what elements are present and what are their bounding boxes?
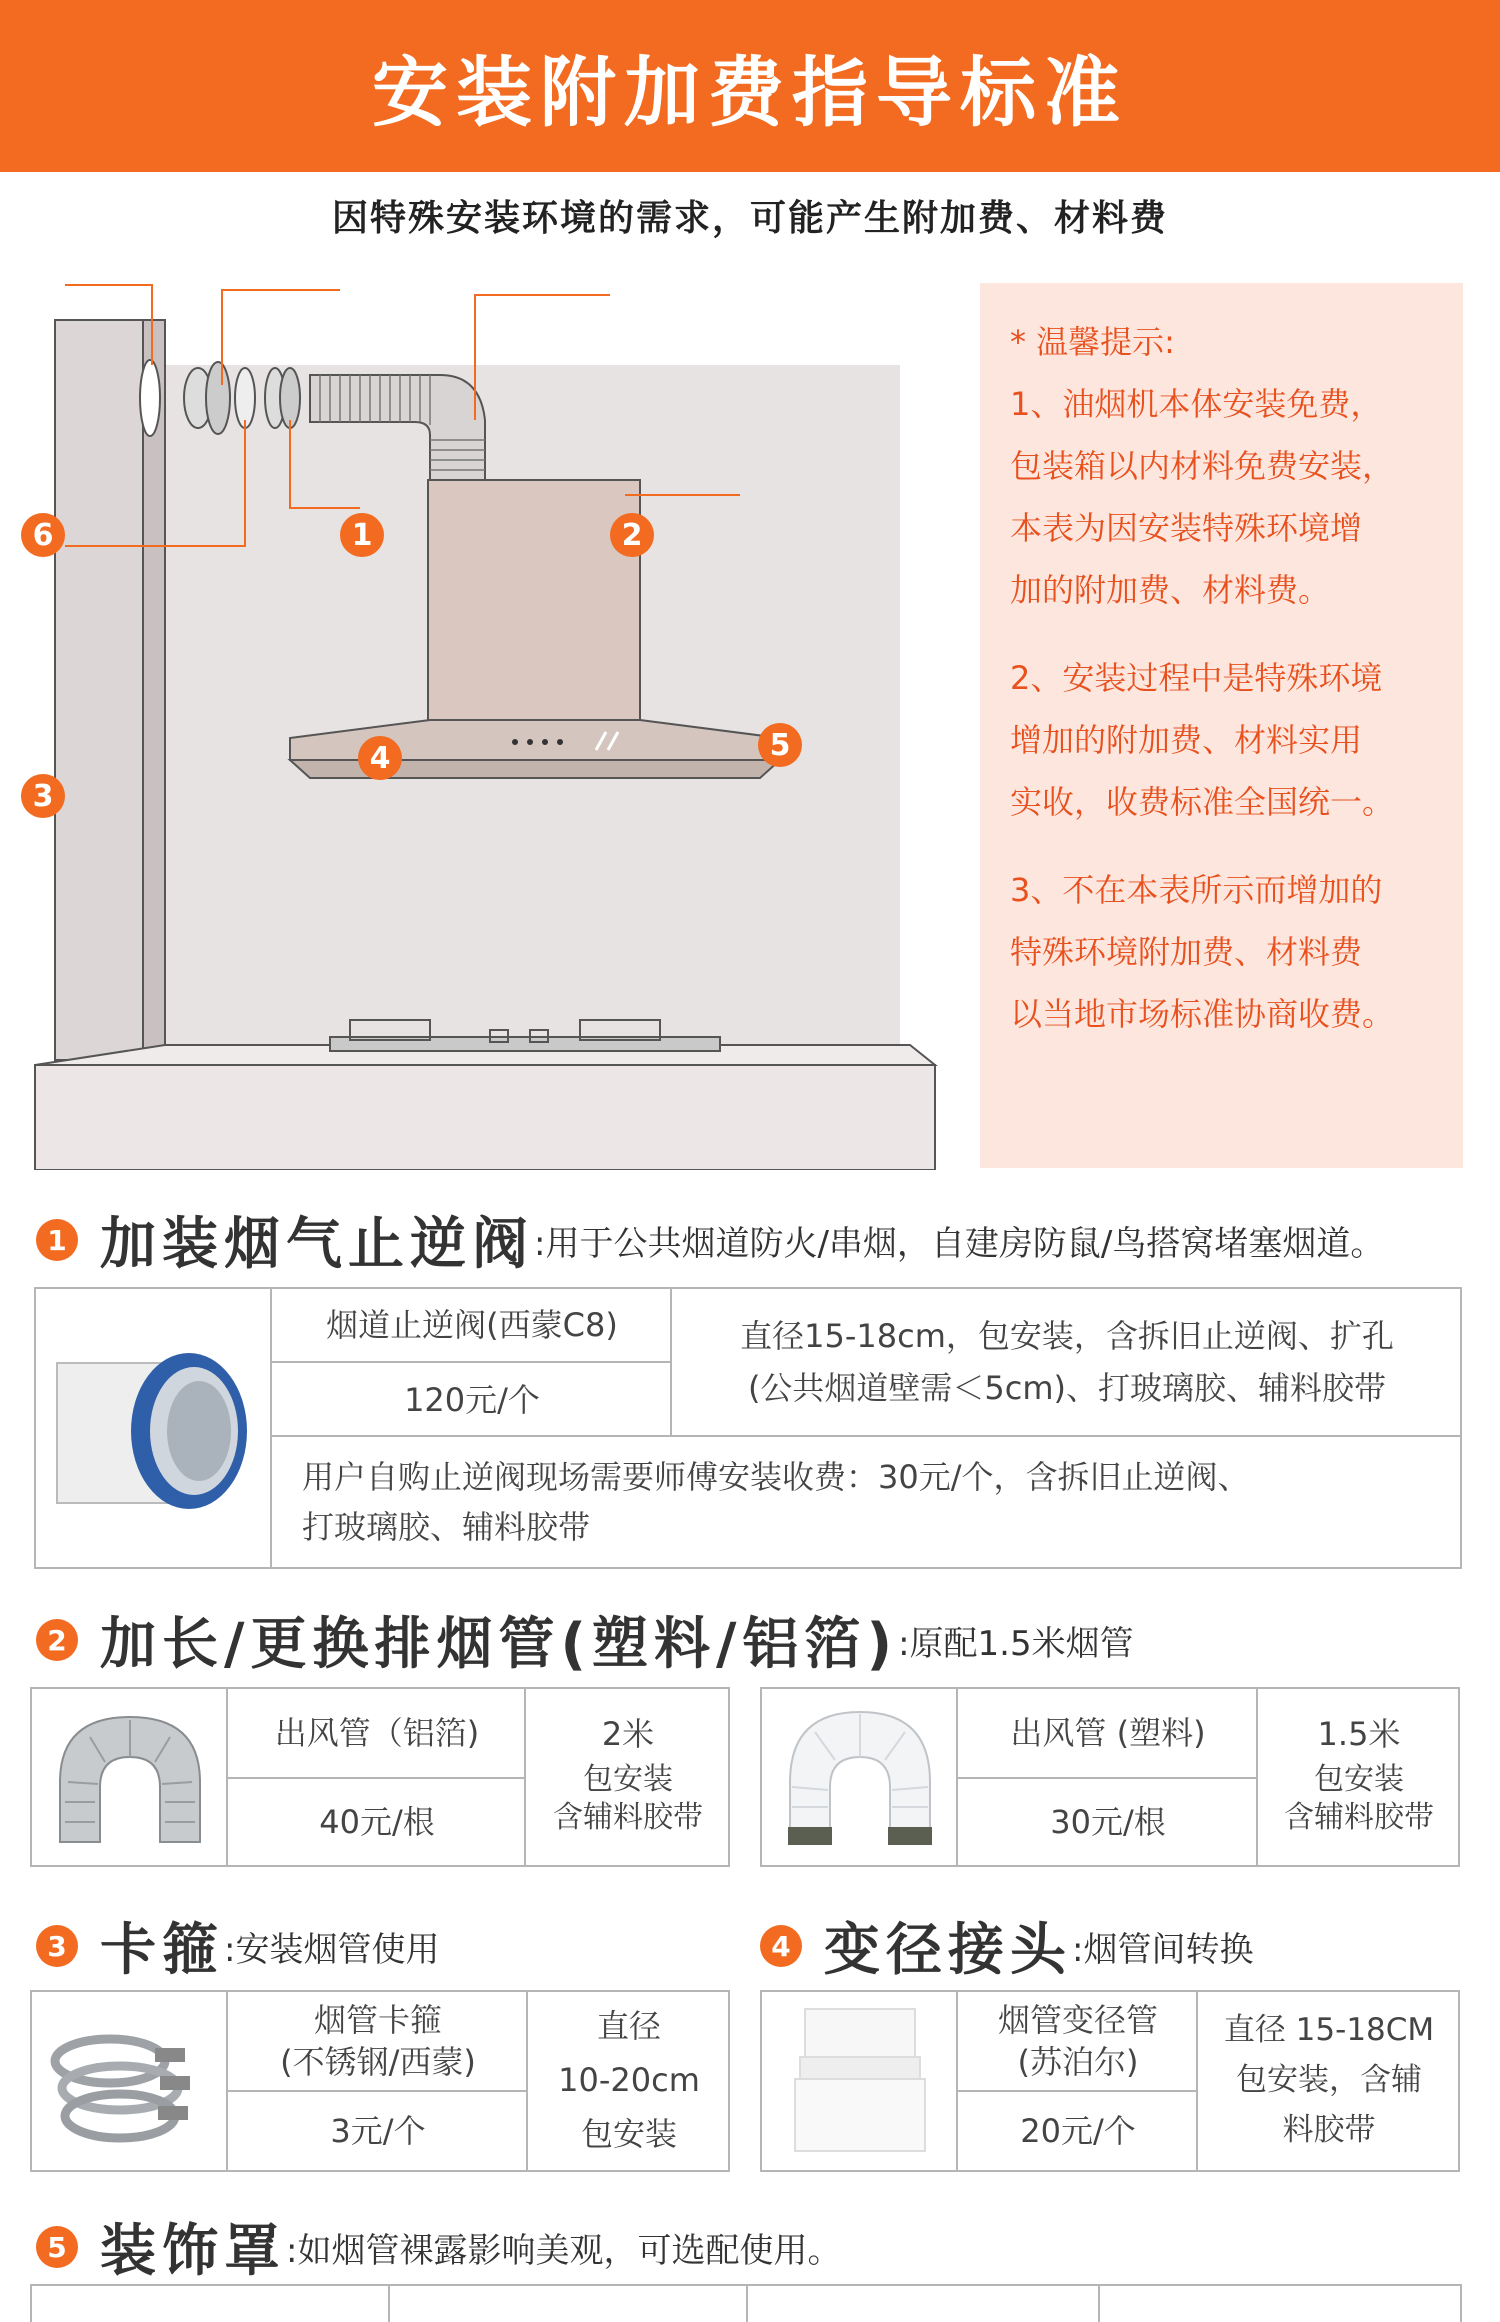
section4-product-line2: (苏泊尔) xyxy=(1017,2043,1139,2081)
section3-table xyxy=(30,1990,730,2172)
section4-product xyxy=(956,1990,1198,2092)
check-valve-image xyxy=(36,1289,272,1567)
section1-note-line2: 打玻璃胶、辅料胶带 xyxy=(302,1508,591,1546)
tip3-line1: 3、不在本表所示而增加的 xyxy=(1010,871,1383,909)
section1-spec xyxy=(670,1287,1462,1437)
section2-left-detail xyxy=(524,1687,730,1865)
callout-3: 3 xyxy=(21,774,65,818)
callout-1: 1 xyxy=(340,513,384,557)
reducer-joint-image xyxy=(762,1992,958,2170)
section5-divider-3 xyxy=(1098,2284,1100,2322)
pipe-clamp-image xyxy=(32,1992,228,2170)
section3-spec-line1: 直径 xyxy=(596,2007,661,2045)
section1-note xyxy=(270,1435,1462,1567)
section5-title: 装饰罩 xyxy=(100,2219,286,2284)
section2-left-note1: 包安装 xyxy=(583,1762,673,1797)
section1-price: 120元/个 xyxy=(270,1361,672,1437)
section2-table-right xyxy=(760,1687,1460,1867)
section3-product-line2: (不锈钢/西蒙) xyxy=(280,2043,476,2081)
section3-title: 卡箍 xyxy=(100,1918,224,1983)
section4-spec-line3: 料胶带 xyxy=(1282,2112,1376,2148)
section1-number: 1 xyxy=(36,1219,78,1261)
section4-desc: :烟管间转换 xyxy=(1072,1929,1254,1970)
section4-product-line1: 烟管变径管 xyxy=(997,2001,1158,2039)
callout-6: 6 xyxy=(21,513,65,557)
section4-heading xyxy=(760,1906,1253,1986)
section3-product-line1: 烟管卡箍 xyxy=(313,2001,442,2039)
section5-divider-1 xyxy=(388,2284,390,2322)
section5-table xyxy=(30,2284,1462,2322)
section1-product: 烟道止逆阀(西蒙C8) xyxy=(270,1287,672,1363)
section4-number: 4 xyxy=(760,1925,802,1967)
tip2-line1: 2、安装过程中是特殊环境 xyxy=(1010,659,1383,697)
section5-desc: :如烟管裸露影响美观，可选配使用。 xyxy=(286,2230,842,2271)
page-title: 安装附加费指导标准 xyxy=(372,47,1128,137)
section3-desc: :安装烟管使用 xyxy=(224,1929,440,1970)
section2-left-product: 出风管（铝箔) xyxy=(226,1687,526,1779)
tip3-line2: 特殊环境附加费、材料费 xyxy=(1010,933,1363,971)
section3-spec-line3: 包安装 xyxy=(580,2115,677,2153)
callout-2: 2 xyxy=(610,513,654,557)
section2-number: 2 xyxy=(36,1619,78,1661)
section4-title: 变径接头 xyxy=(824,1918,1072,1983)
section2-left-length: 2米 xyxy=(601,1715,655,1753)
section4-spec-line1: 直径 15-18CM xyxy=(1223,2012,1435,2048)
tip2-line3: 实收，收费标准全国统一。 xyxy=(1010,783,1395,821)
section2-right-product: 出风管 (塑料) xyxy=(956,1687,1258,1779)
section5-divider-2 xyxy=(746,2284,748,2322)
tip2-line2: 增加的附加费、材料实用 xyxy=(1010,721,1363,759)
section1-desc: :用于公共烟道防火/串烟，自建房防鼠/鸟搭窝堵塞烟道。 xyxy=(534,1223,1385,1264)
section1-spec-line2: (公共烟道壁需＜5cm)、打玻璃胶、辅料胶带 xyxy=(747,1369,1387,1407)
tips-heading: * 温馨提示: xyxy=(1010,323,1175,361)
section3-spec xyxy=(526,1990,730,2170)
section4-spec-line2: 包安装，含辅 xyxy=(1236,2062,1422,2098)
plastic-duct-image xyxy=(762,1689,958,1865)
section4-spec xyxy=(1196,1990,1460,2170)
section2-heading xyxy=(36,1600,1134,1680)
tip1-line2: 包装箱以内材料免费安装， xyxy=(1010,447,1395,485)
section1-title: 加装烟气止逆阀 xyxy=(100,1212,534,1277)
section3-product xyxy=(226,1990,528,2092)
section1-table xyxy=(34,1287,1462,1569)
section1-note-line1: 用户自购止逆阀现场需要师傅安装收费：30元/个，含拆旧止逆阀、 xyxy=(302,1458,1250,1496)
section2-left-price: 40元/根 xyxy=(226,1777,526,1865)
installation-diagram xyxy=(0,250,960,1170)
section5-heading xyxy=(36,2207,841,2287)
range-hood-illustration xyxy=(0,250,960,1170)
page-header xyxy=(0,0,1500,172)
section4-table xyxy=(760,1990,1460,2172)
section2-right-note1: 包安装 xyxy=(1314,1762,1404,1797)
tip1-line1: 1、油烟机本体安装免费， xyxy=(1010,385,1383,423)
section1-spec-line1: 直径15-18cm，包安装，含拆旧止逆阀、扩孔 xyxy=(740,1317,1394,1355)
section3-number: 3 xyxy=(36,1925,78,1967)
page-subtitle: 因特殊安装环境的需求，可能产生附加费、材料费 xyxy=(331,198,1168,239)
tip1-line4: 加的附加费、材料费。 xyxy=(1010,571,1331,609)
tip3-line3: 以当地市场标准协商收费。 xyxy=(1010,995,1395,1033)
section2-right-detail xyxy=(1256,1687,1460,1865)
section2-table-left xyxy=(30,1687,730,1867)
section5-number: 5 xyxy=(36,2226,78,2268)
section2-right-length: 1.5米 xyxy=(1317,1715,1401,1753)
warm-tips-box xyxy=(980,283,1463,1168)
section2-right-price: 30元/根 xyxy=(956,1777,1258,1865)
section1-heading xyxy=(36,1200,1384,1280)
section2-desc: :原配1.5米烟管 xyxy=(898,1623,1134,1664)
section3-heading xyxy=(36,1906,439,1986)
callout-4: 4 xyxy=(358,736,402,780)
section4-price: 20元/个 xyxy=(956,2090,1198,2170)
tip1-line3: 本表为因安装特殊环境增 xyxy=(1010,509,1363,547)
callout-5: 5 xyxy=(758,723,802,767)
section3-price: 3元/个 xyxy=(226,2090,528,2170)
section2-title: 加长/更换排烟管(塑料/铝箔) xyxy=(100,1612,899,1677)
section2-left-note2: 含辅料胶带 xyxy=(553,1800,703,1835)
aluminum-duct-image xyxy=(32,1689,228,1865)
section2-right-note2: 含辅料胶带 xyxy=(1284,1800,1434,1835)
section3-spec-line2: 10-20cm xyxy=(558,2061,700,2099)
